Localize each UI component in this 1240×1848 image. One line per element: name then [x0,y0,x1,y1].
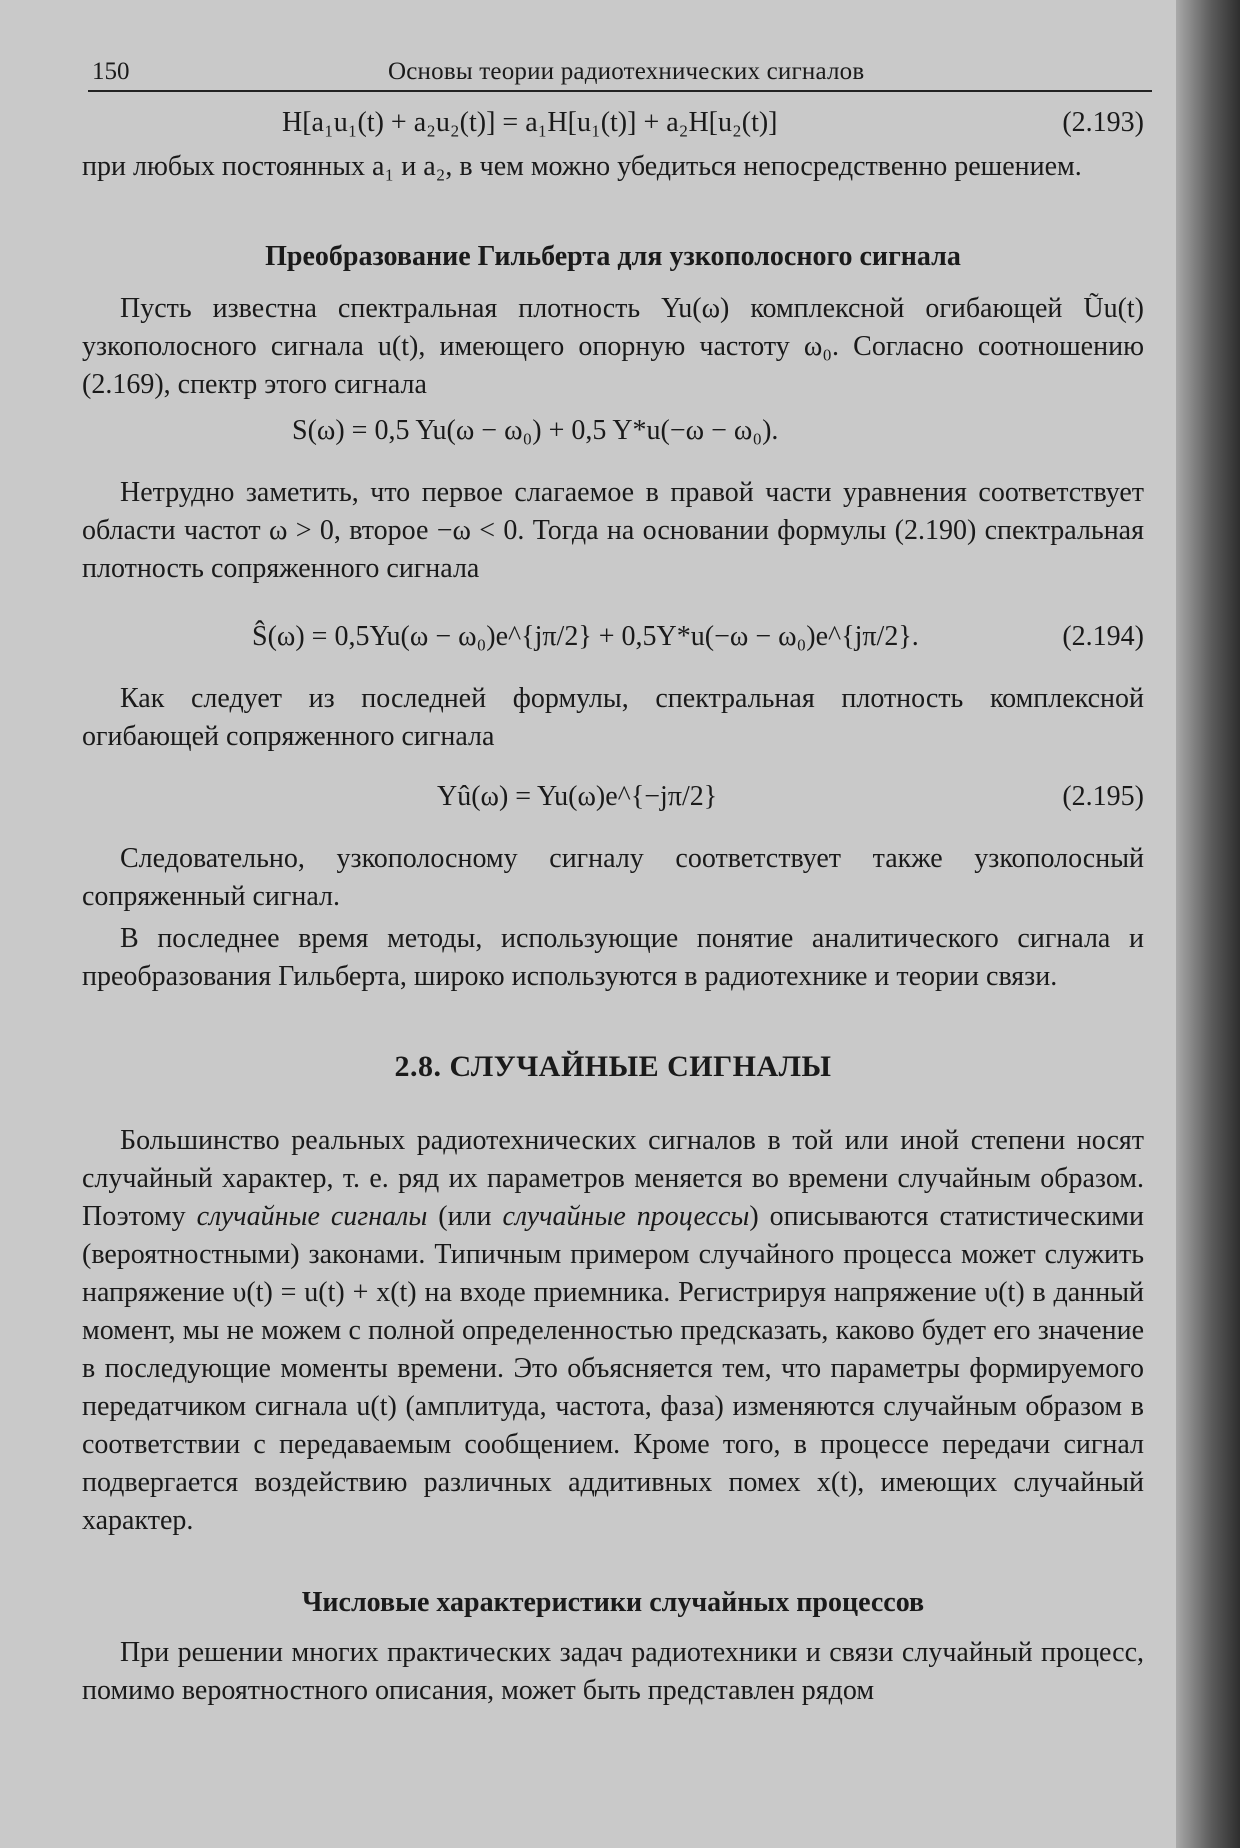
paragraph-random-part2: (или [427,1201,503,1232]
paragraph-hilbert-3: Как следует из последней формулы, спектральная плотность комплексной огибающей сопряженного сигнала [82,683,1144,752]
equation-spectrum [82,412,1144,452]
equation-2193-number: (2.193) [1062,107,1144,138]
book-spine-shadow [1176,0,1240,1848]
equation-2193-text: H[a₁u₁(t) + a₂u₂(t)] = a₁H[u₁(t)] + a₂H[u₂(t)] [282,107,778,138]
page-content [82,104,1144,1710]
page-header [88,54,1152,92]
subsection-hilbert-heading: Преобразование Гильберта для узкополосного сигнала [265,241,961,272]
subsection-numeric-heading: Числовые характеристики случайных процессов [301,1587,925,1618]
equation-2194-text: Ŝ(ω) = 0,5Yu(ω − ω₀)e^{jπ/2} + 0,5Y*u(−ω − ω₀)e^{jπ/2}. [252,621,919,652]
running-title: Основы теории радиотехнических сигналов [388,58,865,85]
equation-2194 [82,618,1144,658]
equation-2195-number: (2.195) [1062,781,1144,812]
paragraph-hilbert-5: В последнее время методы, использующие понятие аналитического сигнала и преобразования Гильберта, широко используются в радиотехнике и теории связи. [82,923,1144,992]
term-random-processes: случайные процессы [502,1201,750,1232]
paragraph-random-part3: ) описываются статистическими (вероятностными) законами. Типичным примером случайного процесса может служить напряжение υ(t) = u(t) + x(t) на входе приемника. Регистрируя напряжение υ(t) в данный момент, мы не можем с полной определенностью предсказать, каково будет его значение в последующие моменты времени. Это объясняется тем, что параметры формируемого передатчиком сигнала u(t) (амплитуда, частота, фаза) изменяются случайным образом в соответствии с передаваемым сообщением. Кроме того, в процессе передачи сигнал подвергается воздействию различных аддитивных помех x(t), имеющих случайный характер. [82,1201,1144,1536]
paragraph-hilbert-1: Пусть известна спектральная плотность Yu(ω) комплексной огибающей Ũu(t) узкополосного сигнала u(t), имеющего опорную частоту ω₀. Согласно соотношению (2.169), спектр этого сигнала [82,293,1144,400]
equation-2193 [82,104,1144,144]
page-number: 150 [92,58,130,85]
paragraph-numeric: При решении многих практических задач радиотехники и связи случайный процесс, помимо вероятностного описания, может быть представлен рядом [82,1637,1144,1706]
paragraph-random-signals [82,1122,1144,1540]
paragraph-after-2193: при любых постоянных a₁ и a₂, в чем можно убедиться непосредственно решением. [82,151,1082,182]
paragraph-random-part1: Большинство реальных радиотехнических сигналов в той или иной степени носят случайный характер, т. е. ряд их параметров меняется во времени случайным образом. Поэтому [82,1125,1144,1232]
section-heading-random-signals: 2.8. СЛУЧАЙНЫЕ СИГНАЛЫ [394,1050,832,1083]
paragraph-hilbert-2: Нетрудно заметить, что первое слагаемое в правой части уравнения соответствует области частот ω > 0, второе −ω < 0. Тогда на основании формулы (2.190) спектральная плотность сопряженного сигнала [82,477,1144,584]
equation-2195-text: Yû(ω) = Yu(ω)e^{−jπ/2} [437,781,718,812]
equation-2194-number: (2.194) [1062,621,1144,652]
equation-spectrum-text: S(ω) = 0,5 Yu(ω − ω₀) + 0,5 Y*u(−ω − ω₀). [292,415,779,446]
equation-2195 [82,778,1144,818]
paragraph-hilbert-4: Следовательно, узкополосному сигналу соответствует также узкополосный сопряженный сигнал. [82,843,1144,912]
term-random-signals: случайные сигналы [196,1201,428,1232]
